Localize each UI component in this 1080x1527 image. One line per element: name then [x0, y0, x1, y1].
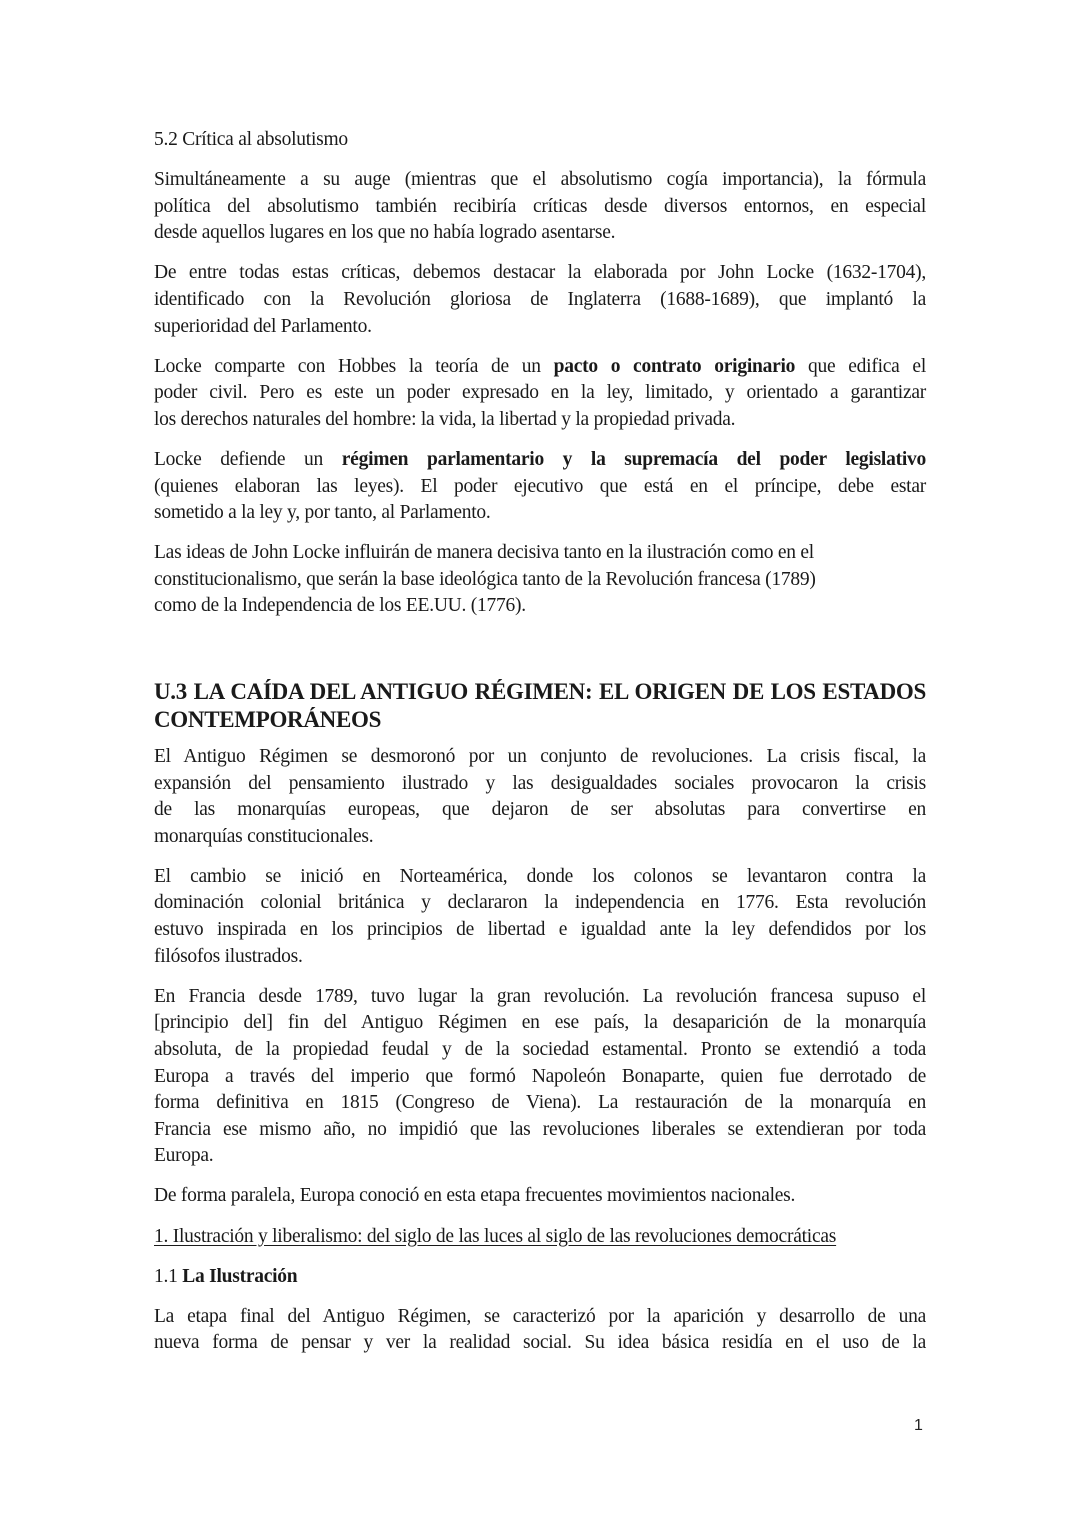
text-run: Locke comparte con Hobbes la teoría de un: [154, 355, 554, 377]
text-line: Las ideas de John Locke influirán de manera decisiva tanto en la ilustración como en el: [154, 542, 814, 564]
paragraph: [154, 1183, 926, 1210]
paragraph: [154, 1304, 926, 1357]
text-line: superioridad del Parlamento.: [154, 315, 372, 337]
section-title: La Ilustración: [182, 1265, 298, 1287]
text-line: como de la Independencia de los EE.UU. (1776).: [154, 595, 526, 617]
page-number: 1: [914, 1417, 923, 1434]
text-line: De entre todas estas críticas, debemos destacar la elaborada por John Locke (1632-1704),: [154, 262, 926, 284]
paragraph: [154, 540, 926, 620]
bold-term: régimen parlamentario y la supremacía del poder legislativo: [341, 448, 926, 470]
section-number: 1.1: [154, 1265, 183, 1287]
text-line: política del absolutismo también recibiría críticas desde diversos entornos, en especial: [154, 195, 926, 217]
unit-title: [154, 678, 926, 734]
text-line: poder civil. Pero es este un poder expresado en la ley, limitado, y orientado a garantizar: [154, 382, 926, 404]
paragraph: [154, 864, 926, 970]
paragraph: [154, 167, 926, 247]
section-heading-1: 1. Ilustración y liberalismo: del siglo de las luces al siglo de las revoluciones democráticas: [154, 1225, 837, 1247]
paragraph: [154, 260, 926, 340]
text-line: los derechos naturales del hombre: la vida, la libertad y la propiedad privada.: [154, 408, 736, 430]
text-line: Europa a través del imperio que formó Napoleón Bonaparte, quien fue derrotado de: [154, 1065, 926, 1087]
paragraph: [154, 354, 926, 434]
text-line: (quienes elaboran las leyes). El poder ejecutivo que está en el príncipe, debe estar: [154, 475, 926, 497]
text-line: identificado con la Revolución gloriosa de Inglaterra (1688-1689), que implantó la: [154, 288, 926, 310]
text-line: En Francia desde 1789, tuvo lugar la gran revolución. La revolución francesa supuso el: [154, 985, 926, 1007]
text-line: Francia ese mismo año, no impidió que las revoluciones liberales se extendieran por toda: [154, 1118, 926, 1140]
text-line: nueva forma de pensar y ver la realidad social. Su idea básica residía en el uso de la: [154, 1332, 926, 1354]
unit-title-line: U.3 LA CAÍDA DEL ANTIGUO RÉGIMEN: EL ORIGEN DE LOS ESTADOS: [154, 679, 926, 704]
text-line: [principio del] fin del Antiguo Régimen en ese país, la desaparición de la monarquía: [154, 1012, 926, 1034]
text-line: expansión del pensamiento ilustrado y las desigualdades sociales provocaron la crisis: [154, 772, 926, 794]
text-line: Simultáneamente a su auge (mientras que el absolutismo cogía importancia), la fórmula: [154, 169, 926, 191]
text-line: dominación colonial británica y declararon la independencia en 1776. Esta revolución: [154, 892, 926, 914]
bold-term: pacto o contrato originario: [553, 355, 796, 377]
text-line: filósofos ilustrados.: [154, 945, 303, 967]
document-page: [154, 127, 926, 1370]
text-line: [154, 447, 926, 474]
unit-title-line: CONTEMPORÁNEOS: [154, 707, 382, 732]
text-line: sometido a la ley y, por tanto, al Parlamento.: [154, 502, 491, 524]
text-line: El Antiguo Régimen se desmoronó por un conjunto de revoluciones. La crisis fiscal, la: [154, 746, 926, 767]
text-line: absoluta, de la propiedad feudal y de la sociedad estamental. Pronto se extendió a toda: [154, 1038, 926, 1060]
text-line: De forma paralela, Europa conoció en esta etapa frecuentes movimientos nacionales.: [154, 1185, 796, 1207]
text-line: desde aquellos lugares en los que no había logrado asentarse.: [154, 222, 616, 244]
paragraph: [154, 744, 926, 850]
text-line: monarquías constitucionales.: [154, 825, 374, 847]
text-run: que edifica el: [795, 355, 926, 377]
text-line: Europa.: [154, 1145, 214, 1167]
text-line: estuvo inspirada en los principios de libertad e igualdad ante la ley defendidos por los: [154, 919, 926, 941]
text-line: constitucionalismo, que serán la base ideológica tanto de la Revolución francesa (1789): [154, 568, 816, 590]
text-line: de las monarquías europeas, que dejaron de ser absolutas para convertirse en: [154, 799, 926, 821]
paragraph: [154, 984, 926, 1170]
section-heading-5-2: 5.2 Crítica al absolutismo: [154, 129, 348, 150]
text-line: La etapa final del Antiguo Régimen, se caracterizó por la aparición y desarrollo de una: [154, 1305, 926, 1327]
text-line: [154, 354, 926, 381]
text-line: forma definitiva en 1815 (Congreso de Viena). La restauración de la monarquía en: [154, 1092, 926, 1114]
section-heading-1-1: [154, 1264, 926, 1291]
text-line: El cambio se inició en Norteamérica, donde los colonos se levantaron contra la: [154, 865, 926, 887]
paragraph: [154, 447, 926, 527]
text-run: Locke defiende un: [154, 448, 342, 470]
